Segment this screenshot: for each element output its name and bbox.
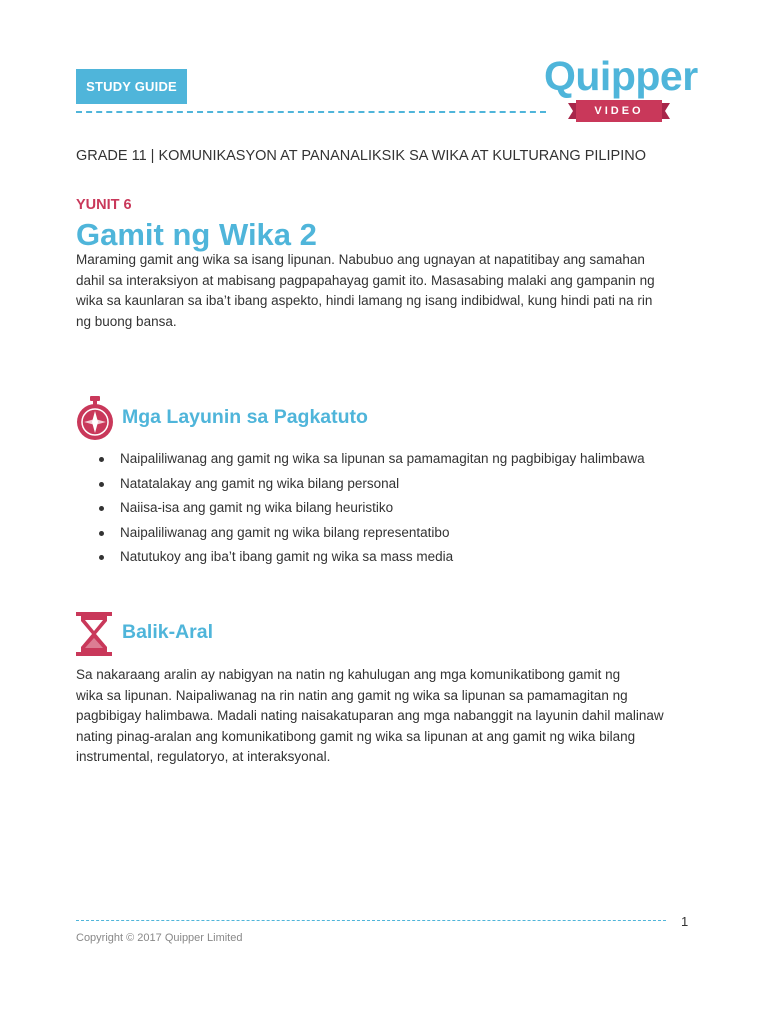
intro-line: dahil sa interaksiyon at mabisang pagpapahayag gamit ito. Masasabing malaki ang gampanin ng: [76, 272, 655, 288]
list-item-text: Naiisa-isa ang gamit ng wika bilang heuristiko: [120, 500, 394, 515]
page-title: Gamit ng Wika 2: [76, 217, 317, 252]
review-line: Sa nakaraang aralin ay nabigyan na natin ng kahulugan ang mga komunikatibong gamit ng: [76, 667, 621, 682]
copyright-text: Copyright © 2017 Quipper Limited: [76, 932, 243, 944]
intro-line: ng buong bansa.: [76, 313, 177, 329]
footer-divider: [76, 920, 666, 921]
bullet-icon: [99, 457, 104, 462]
list-item-text: Naipaliliwanag ang gamit ng wika sa lipunan sa pamamagitan ng pagbibigay halimbawa: [120, 451, 645, 466]
unit-label: YUNIT 6: [76, 197, 132, 213]
goals-list: [76, 449, 645, 572]
review-heading: Balik-Aral: [122, 621, 214, 643]
list-item: [76, 547, 645, 572]
bullet-icon: [99, 506, 104, 511]
list-item-text: Naipaliliwanag ang gamit ng wika bilang representatibo: [120, 524, 450, 540]
intro-line: wika sa kaunlaran sa iba’t ibang aspekto, hindi lamang ng isang indibidwal, kung hindi pati na rin: [76, 293, 653, 308]
course-title: GRADE 11 | KOMUNIKASYON AT PANANALIKSIK SA WIKA AT KULTURANG PILIPINO: [76, 148, 646, 164]
quipper-video-logo: [540, 53, 700, 128]
bullet-icon: [99, 482, 104, 487]
hourglass-icon: [76, 612, 112, 656]
list-item: [76, 474, 645, 499]
goals-heading: Mga Layunin sa Pagkatuto: [122, 406, 368, 428]
list-item: [76, 498, 645, 523]
logo-wordmark: Quipper: [544, 53, 698, 99]
bullet-icon: [99, 531, 104, 536]
page-number: 1: [681, 914, 689, 929]
study-guide-badge: STUDY GUIDE: [76, 69, 187, 104]
review-line: wika sa lipunan. Naipaliwanag na rin natin ang gamit ng wika sa lipunan sa pamamagitan ng: [76, 687, 628, 703]
review-paragraph: [76, 665, 698, 768]
list-item: [76, 449, 645, 474]
list-item: [76, 523, 645, 548]
compass-icon: [76, 396, 114, 442]
header-divider: [76, 111, 546, 113]
logo-ribbon-label: VIDEO: [594, 105, 644, 117]
bullet-icon: [99, 555, 104, 560]
intro-paragraph: [76, 250, 698, 332]
list-item-text: Natutukoy ang iba’t ibang gamit ng wika sa mass media: [120, 549, 454, 564]
intro-line: Maraming gamit ang wika sa isang lipunan. Nabubuo ang ugnayan at napatitibay ang samahan: [76, 252, 645, 267]
review-line: nating pinag-aralan ang komunikatibong gamit ng wika sa lipunan at ang gamit ng wika bilang: [76, 728, 636, 744]
list-item-text: Natatalakay ang gamit ng wika bilang personal: [120, 475, 400, 491]
review-line: instrumental, regulatoryo, at interaksyonal.: [76, 749, 331, 764]
review-line: pagbibigay halimbawa. Madali nating naisakatuparan ang mga nabanggit na layunin dahil malinaw: [76, 708, 664, 723]
